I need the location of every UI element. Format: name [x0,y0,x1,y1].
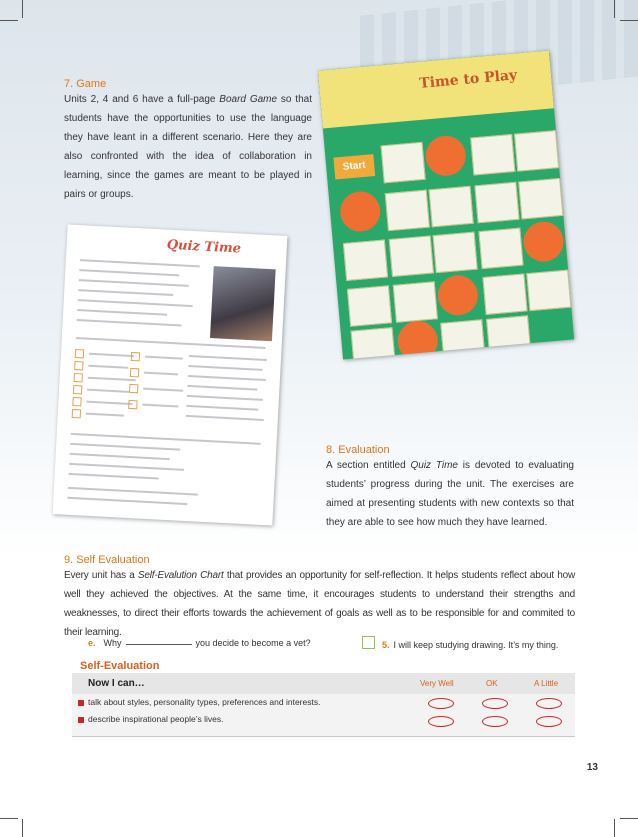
bullet-icon [78,700,84,706]
inset-item-e: e. Why you decide to become a vet? [88,638,311,648]
rating-oval [482,716,508,727]
column-very-well: Very Well [420,679,454,688]
section-heading-evaluation: 8. Evaluation [326,444,390,456]
crop-mark [614,819,615,837]
self-evaluation-title: Self-Evaluation [80,660,160,672]
section-heading-self-evaluation: 9. Self Evaluation [64,554,150,566]
crop-mark [0,20,18,21]
rating-oval [428,698,454,709]
bullet-icon [78,717,84,723]
section-text-game: Units 2, 4 and 6 have a full-page Board Game so that students have the opportunities to use the language they have leant in a different scenario. Here they are also confronted with the idea of collaboration in learning, since the games are meant to be played in pairs or groups. [64,94,312,200]
rating-oval [536,716,562,727]
inset-checkbox [362,636,375,649]
now-i-can-label: Now I can… [88,678,145,689]
self-eval-row: describe inspirational people’s lives. [88,714,224,724]
board-game-thumbnail [318,50,574,359]
section-heading-game: 7. Game [64,78,107,90]
section-text-evaluation: A section entitled Quiz Time is devoted to evaluating students’ progress during the unit. The exercises are aimed at presenting students with new contexts so that they are able to see how much they have learned. [326,460,574,528]
game-title: Time to Play [418,67,518,92]
inset-item-5: 5. I will keep studying drawing. It’s my thing. [382,640,559,650]
column-a-little: A Little [534,679,559,688]
rating-oval [482,698,508,709]
game-start-label: Start [333,154,375,179]
column-ok: OK [486,679,498,688]
quiz-title: Quiz Time [166,237,242,257]
crop-mark [22,819,23,837]
quiz-photo [210,266,276,341]
self-eval-row: talk about styles, personality types, preferences and interests. [88,697,321,707]
page-number: 13 [586,762,598,773]
section-text-self-evaluation: Every unit has a Self-Evalution Chart that provides an opportunity for self-reflection. It helps students reflect about how well they achieved the objectives. At the same time, it encourages students to understand their strengths and weaknesses, to direct their efforts towards the achievement of goals as well as to be responsible for and commited to their learning. [64,570,575,638]
crop-mark [22,0,23,18]
crop-mark [620,20,638,21]
rating-oval [428,716,454,727]
quiz-time-thumbnail [53,224,288,525]
crop-mark [614,0,615,18]
crop-mark [620,818,638,819]
self-evaluation-header [72,673,575,694]
rating-oval [536,698,562,709]
crop-mark [0,818,18,819]
